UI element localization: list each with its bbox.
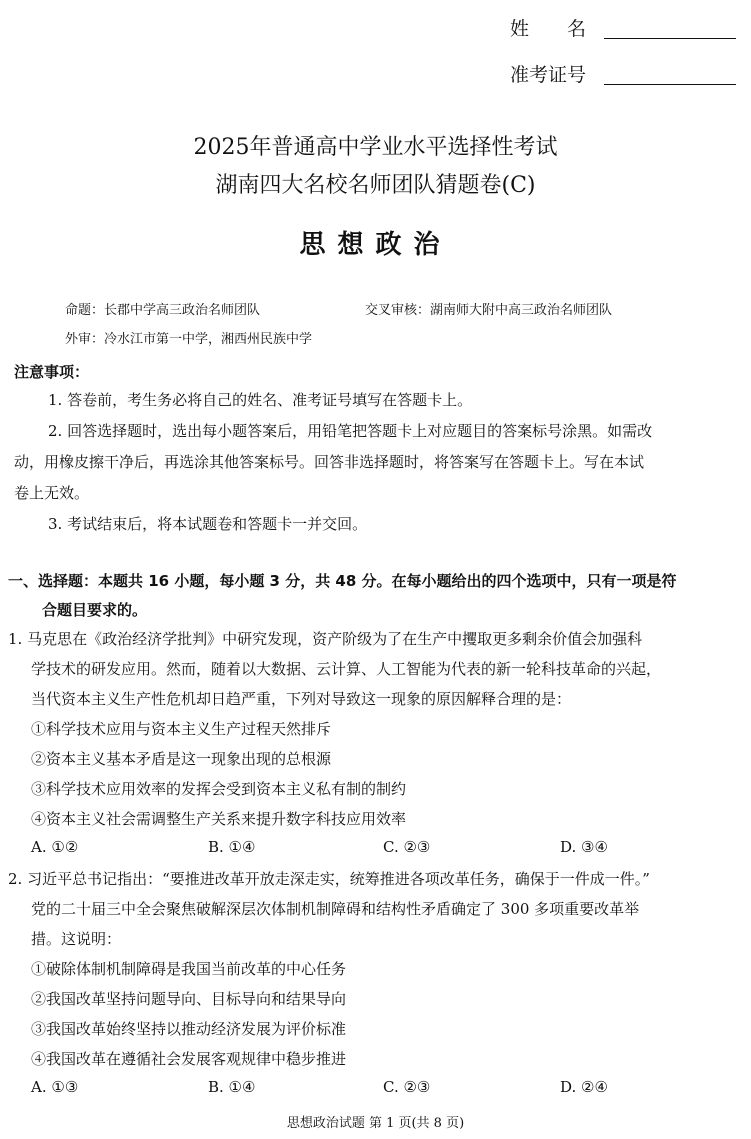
section-heading-line-1: 一、选择题：本题共 16 小题，每小题 3 分，共 48 分。在每小题给出的四个选项中，只有一项是符 bbox=[8, 572, 677, 590]
q1-stem-line-3: 当代资本主义生产性危机却日趋严重，下列对导致这一现象的原因解释合理的是： bbox=[31, 690, 572, 708]
notice-heading: 注意事项： bbox=[14, 363, 90, 381]
q2-option-d: D. ②④ bbox=[560, 1078, 608, 1096]
q2-option-a: A. ①③ bbox=[31, 1078, 79, 1096]
q2-option-b: B. ①④ bbox=[208, 1078, 256, 1096]
q2-statement-3: ③我国改革始终坚持以推动经济发展为评价标准 bbox=[31, 1020, 347, 1038]
notice-item-2-line-1: 2. 回答选择题时，选出每小题答案后，用铅笔把答题卡上对应题目的答案标号涂黑。如需改 bbox=[48, 422, 653, 440]
notice-item-1: 1. 答卷前，考生务必将自己的姓名、准考证号填写在答题卡上。 bbox=[48, 391, 473, 409]
q1-stem-line-1: 1. 马克思在《政治经济学批判》中研究发现，资产阶级为了在生产中攫取更多剩余价值会加强科 bbox=[8, 630, 643, 648]
q1-statement-4: ④资本主义社会需调整生产关系来提升数字科技应用效率 bbox=[31, 810, 407, 828]
q2-stem-line-1: 2. 习近平总书记指出：“要推进改革开放走深走实，统筹推进各项改革任务，确保于一件成一件。” bbox=[8, 870, 650, 888]
q1-statement-3: ③科学技术应用效率的发挥会受到资本主义私有制的制约 bbox=[31, 780, 407, 798]
credit-author: 命题：长郡中学高三政治名师团队 bbox=[65, 303, 261, 318]
name-label: 姓 名 bbox=[510, 18, 587, 40]
q1-option-a: A. ①② bbox=[31, 838, 79, 856]
q1-option-c: C. ②③ bbox=[383, 838, 431, 856]
exam-subtitle: 湖南四大名校名师团队猜题卷(C) bbox=[215, 173, 536, 198]
page-footer: 思想政治试题 第 1 页(共 8 页) bbox=[286, 1116, 465, 1131]
name-field[interactable] bbox=[604, 38, 736, 39]
section-heading-line-2: 合题目要求的。 bbox=[42, 601, 148, 619]
exam-title: 2025年普通高中学业水平选择性考试 bbox=[193, 135, 558, 160]
credit-external-review: 外审：冷水江市第一中学，湘西州民族中学 bbox=[65, 332, 313, 347]
q2-statement-1: ①破除体制机制障碍是我国当前改革的中心任务 bbox=[31, 960, 347, 978]
q1-statement-2: ②资本主义基本矛盾是这一现象出现的总根源 bbox=[31, 750, 332, 768]
q2-stem-line-3: 措。这说明： bbox=[31, 930, 122, 948]
exam-id-field[interactable] bbox=[604, 84, 736, 85]
q1-option-b: B. ①④ bbox=[208, 838, 256, 856]
q2-statement-4: ④我国改革在遵循社会发展客观规律中稳步推进 bbox=[31, 1050, 347, 1068]
q1-statement-1: ①科学技术应用与资本主义生产过程天然排斥 bbox=[31, 720, 332, 738]
q1-option-d: D. ③④ bbox=[560, 838, 608, 856]
notice-item-2-line-3: 卷上无效。 bbox=[14, 484, 90, 502]
q2-option-c: C. ②③ bbox=[383, 1078, 431, 1096]
q2-statement-2: ②我国改革坚持问题导向、目标导向和结果导向 bbox=[31, 990, 347, 1008]
q2-stem-line-2: 党的二十届三中全会聚焦破解深层次体制机制障碍和结构性矛盾确定了 300 多项重要改革举 bbox=[31, 900, 640, 918]
notice-item-2-line-2: 动，用橡皮擦干净后，再选涂其他答案标号。回答非选择题时，将答案写在答题卡上。写在本试 bbox=[14, 453, 645, 471]
notice-item-3: 3. 考试结束后，将本试题卷和答题卡一并交回。 bbox=[48, 515, 368, 533]
credit-cross-review: 交叉审核：湖南师大附中高三政治名师团队 bbox=[365, 303, 613, 318]
subject-title: 思想政治 bbox=[299, 230, 452, 260]
q1-stem-line-2: 学技术的研发应用。然而，随着以大数据、云计算、人工智能为代表的新一轮科技革命的兴起， bbox=[31, 660, 662, 678]
exam-id-label: 准考证号 bbox=[510, 64, 587, 86]
